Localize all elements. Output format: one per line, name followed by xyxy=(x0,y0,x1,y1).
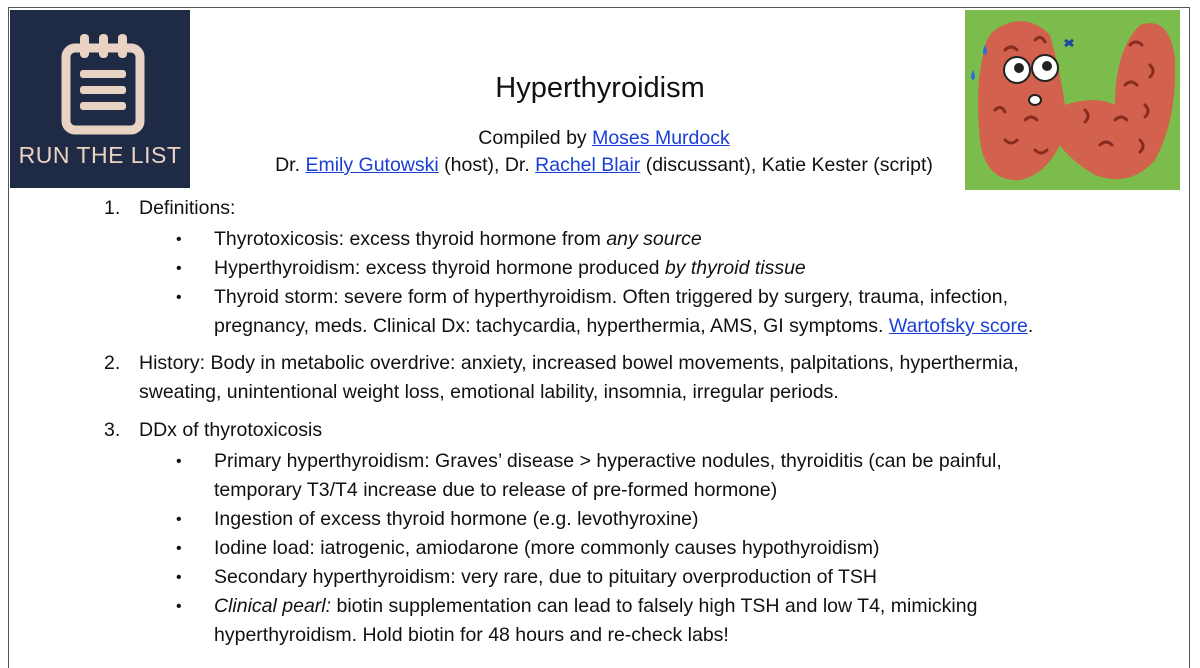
s1-bullet-1 xyxy=(214,225,1174,254)
host-role: (host), Dr. xyxy=(438,154,536,176)
section-2-line-2: sweating, unintentional weight loss, emotional lability, insomnia, irregular periods. xyxy=(139,381,839,403)
s1-bullet-2 xyxy=(214,254,1174,283)
s1-bullet-3-line-1: Thyroid storm: severe form of hyperthyroidism. Often triggered by surgery, trauma, infection, xyxy=(214,286,1009,308)
s1-b2-text: Hyperthyroidism: excess thyroid hormone produced xyxy=(214,257,665,279)
s3-bullet-2: Ingestion of excess thyroid hormone (e.g. levothyroxine) xyxy=(214,508,699,530)
contributors-line xyxy=(0,154,1200,177)
dr1-prefix: Dr. xyxy=(275,154,306,176)
s3-bullet-1-line-2: temporary T3/T4 increase due to release of pre-formed hormone) xyxy=(214,479,778,501)
bullet: • xyxy=(176,569,182,586)
s1-b3-text: pregnancy, meds. Clinical Dx: tachycardia, hyperthermia, AMS, GI symptoms. xyxy=(214,315,889,337)
logo-caption: RUN THE LIST xyxy=(18,142,182,168)
s1-b2-emphasis: by thyroid tissue xyxy=(664,257,806,279)
section-2-number: 2. xyxy=(104,352,121,374)
host-link[interactable]: Emily Gutowski xyxy=(305,154,439,176)
section-1-title: Definitions: xyxy=(139,197,236,219)
bullet: • xyxy=(176,511,182,528)
s3-b5-text: biotin supplementation can lead to falsely high TSH and low T4, mimicking xyxy=(331,595,978,617)
clinical-pearl-label: Clinical pearl: xyxy=(214,595,332,617)
section-2-line-1 xyxy=(139,349,1139,378)
bullet: • xyxy=(176,540,182,557)
s1-b1-emphasis: any source xyxy=(606,228,702,250)
section-2-text: : Body in metabolic overdrive: anxiety, increased bowel movements, palpitations, hyperthermia, xyxy=(199,352,1019,374)
bullet: • xyxy=(176,260,182,277)
bullet: • xyxy=(176,289,182,306)
s3-bullet-1-line-1: Primary hyperthyroidism: Graves’ disease > hyperactive nodules, thyroiditis (can be painful, xyxy=(214,450,1002,472)
page-title: Hyperthyroidism xyxy=(495,72,705,104)
section-3-number: 3. xyxy=(104,419,121,441)
s3-bullet-3: Iodine load: iatrogenic, amiodarone (more commonly causes hypothyroidism) xyxy=(214,537,880,559)
s3-bullet-4: Secondary hyperthyroidism: very rare, due to pituitary overproduction of TSH xyxy=(214,566,877,588)
compiled-prefix: Compiled by xyxy=(478,127,593,149)
section-3-title: DDx of thyrotoxicosis xyxy=(139,419,323,441)
discussant-link[interactable]: Rachel Blair xyxy=(535,154,641,176)
bullet: • xyxy=(176,598,182,615)
section-2-label: History xyxy=(139,352,200,374)
s1-b1-text: Thyrotoxicosis: excess thyroid hormone from xyxy=(214,228,607,250)
section-1-number: 1. xyxy=(104,197,121,219)
s1-b3-end: . xyxy=(1027,315,1034,337)
compiled-by-line xyxy=(0,127,1200,150)
compiler-link[interactable]: Moses Murdock xyxy=(592,127,730,149)
contributors-rest: (discussant), Katie Kester (script) xyxy=(640,154,933,176)
wartofsky-score-link[interactable]: Wartofsky score xyxy=(888,315,1028,337)
s3-bullet-5-line-2: hyperthyroidism. Hold biotin for 48 hours and re-check labs! xyxy=(214,624,729,646)
bullet: • xyxy=(176,231,182,248)
s3-bullet-5-line-1 xyxy=(214,592,1174,621)
bullet: • xyxy=(176,453,182,470)
s1-bullet-3-line-2 xyxy=(214,312,1174,341)
